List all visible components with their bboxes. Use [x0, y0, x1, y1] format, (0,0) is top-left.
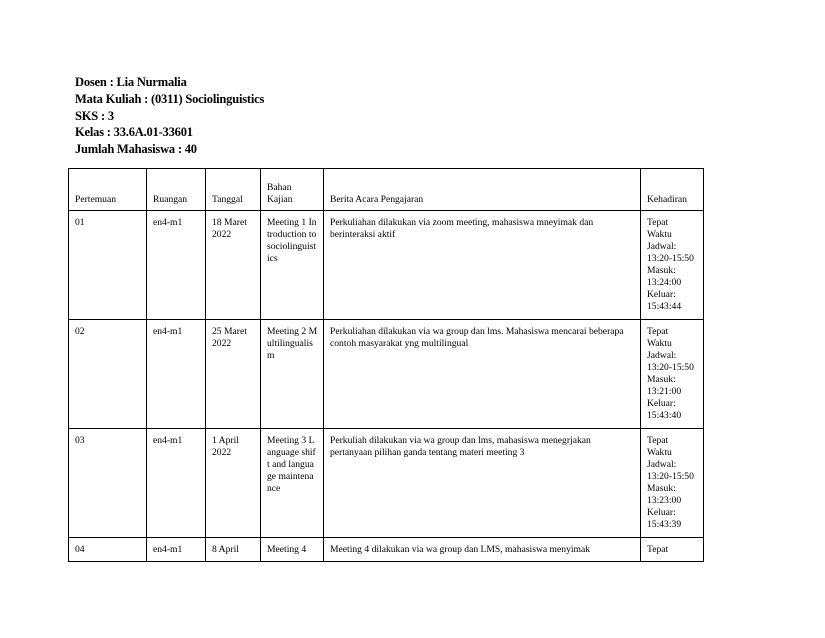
header-tanggal: Tanggal: [206, 169, 261, 211]
attendance-table: [68, 168, 704, 562]
cell-berita-acara-text: Meeting 4 dilakukan via wa group dan LMS, mahasiswa menyimak: [330, 544, 591, 555]
kehadiran-line: Masuk:: [647, 483, 676, 494]
header-ruangan: Ruangan: [147, 169, 206, 211]
cell-tanggal: [206, 211, 261, 320]
kehadiran-line: Masuk:: [647, 265, 676, 276]
cell-kehadiran: [641, 320, 704, 429]
cell-berita-acara: [324, 211, 641, 320]
kehadiran-line: Jadwal:: [647, 241, 677, 252]
cell-tanggal-text: 25 Maret 2022: [212, 326, 247, 349]
cell-pertemuan: 02: [69, 320, 147, 429]
kehadiran-line: 15:43:39: [647, 519, 682, 530]
jumlah-mahasiswa-line: Jumlah Mahasiswa : 40: [75, 142, 197, 157]
cell-berita-acara: [324, 429, 641, 538]
table-header-row: [69, 169, 704, 211]
cell-tanggal: [206, 538, 261, 562]
header-berita-acara: Berita Acara Pengajaran: [324, 169, 641, 211]
cell-kehadiran: [641, 429, 704, 538]
kelas-line: Kelas : 33.6A.01-33601: [75, 125, 193, 140]
kehadiran-line: Waktu: [647, 229, 672, 240]
kehadiran-line: 13:23:00: [647, 495, 682, 506]
course-info-header: [75, 74, 264, 158]
cell-bahan-kajian: Meeting 3 Language shift and language maintenance: [261, 429, 324, 538]
kehadiran-line: Keluar:: [647, 289, 676, 300]
cell-tanggal-text: 1 April 2022: [212, 435, 239, 458]
cell-bahan-kajian: Meeting 1 Introduction to sociolinguistics: [261, 211, 324, 320]
cell-kehadiran: [641, 211, 704, 320]
header-kehadiran: Kehadiran: [641, 169, 704, 211]
kehadiran-line: Tepat: [647, 326, 669, 337]
mata-kuliah-line: Mata Kuliah : (0311) Sociolinguistics: [75, 91, 265, 106]
header-pertemuan: Pertemuan: [69, 169, 147, 211]
cell-berita-acara: [324, 320, 641, 429]
kehadiran-line: Jadwal:: [647, 350, 677, 361]
cell-tanggal: [206, 429, 261, 538]
cell-ruangan: en4-m1: [147, 320, 206, 429]
cell-berita-acara-text: Perkuliah dilakukan via wa group dan lms, mahasiswa menegrjakan pertanyaan pilihan ganda tentang materi meeting 3: [330, 435, 594, 458]
kehadiran-line: Keluar:: [647, 507, 676, 518]
cell-berita-acara-text: Perkuliahan dilakukan via zoom meeting, mahasiswa mneyimak dan berinteraksi aktif: [330, 217, 596, 240]
cell-pertemuan: 03: [69, 429, 147, 538]
kehadiran-line: Waktu: [647, 447, 672, 458]
kehadiran-line: 15:43:44: [647, 301, 682, 312]
kehadiran-line: 15:43:40: [647, 410, 682, 421]
cell-pertemuan: 04: [69, 538, 147, 562]
cell-ruangan: en4-m1: [147, 211, 206, 320]
kehadiran-line: Tepat: [647, 217, 669, 228]
cell-bahan-kajian: Meeting 2 Multilingualism: [261, 320, 324, 429]
cell-berita-acara: [324, 538, 641, 562]
cell-kehadiran: [641, 538, 704, 562]
kehadiran-line: Keluar:: [647, 398, 676, 409]
cell-pertemuan: 01: [69, 211, 147, 320]
dosen-line: Dosen : Lia Nurmalia: [75, 75, 187, 89]
kehadiran-line: 13:20-15:50: [647, 362, 694, 373]
cell-ruangan: en4-m1: [147, 538, 206, 562]
cell-ruangan: en4-m1: [147, 429, 206, 538]
kehadiran-line: Waktu: [647, 338, 672, 349]
kehadiran-line: Jadwal:: [647, 459, 677, 470]
kehadiran-line: Tepat: [647, 435, 669, 446]
table-row: [69, 211, 704, 320]
kehadiran-line: 13:20-15:50: [647, 253, 694, 264]
sks-line: SKS : 3: [75, 108, 114, 123]
kehadiran-line: 13:20-15:50: [647, 471, 694, 482]
header-bahan-kajian: [261, 169, 324, 211]
cell-tanggal: [206, 320, 261, 429]
cell-berita-acara-text: Perkuliahan dilakukan via wa group dan lms. Mahasiswa mencarai beberapa contoh masyarakat yng multilingual: [330, 326, 626, 349]
kehadiran-line: Tepat: [647, 544, 669, 555]
kehadiran-line: 13:24:00: [647, 277, 682, 288]
header-bahan-kajian-label: Bahan Kajian: [267, 182, 293, 205]
kehadiran-line: Masuk:: [647, 374, 676, 385]
cell-tanggal-text: 18 Maret 2022: [212, 217, 247, 240]
table-row: [69, 538, 704, 562]
kehadiran-line: 13:21:00: [647, 386, 682, 397]
cell-tanggal-text: 8 April: [212, 544, 239, 555]
table-row: [69, 429, 704, 538]
table-row: [69, 320, 704, 429]
cell-bahan-kajian: Meeting 4: [261, 538, 324, 562]
